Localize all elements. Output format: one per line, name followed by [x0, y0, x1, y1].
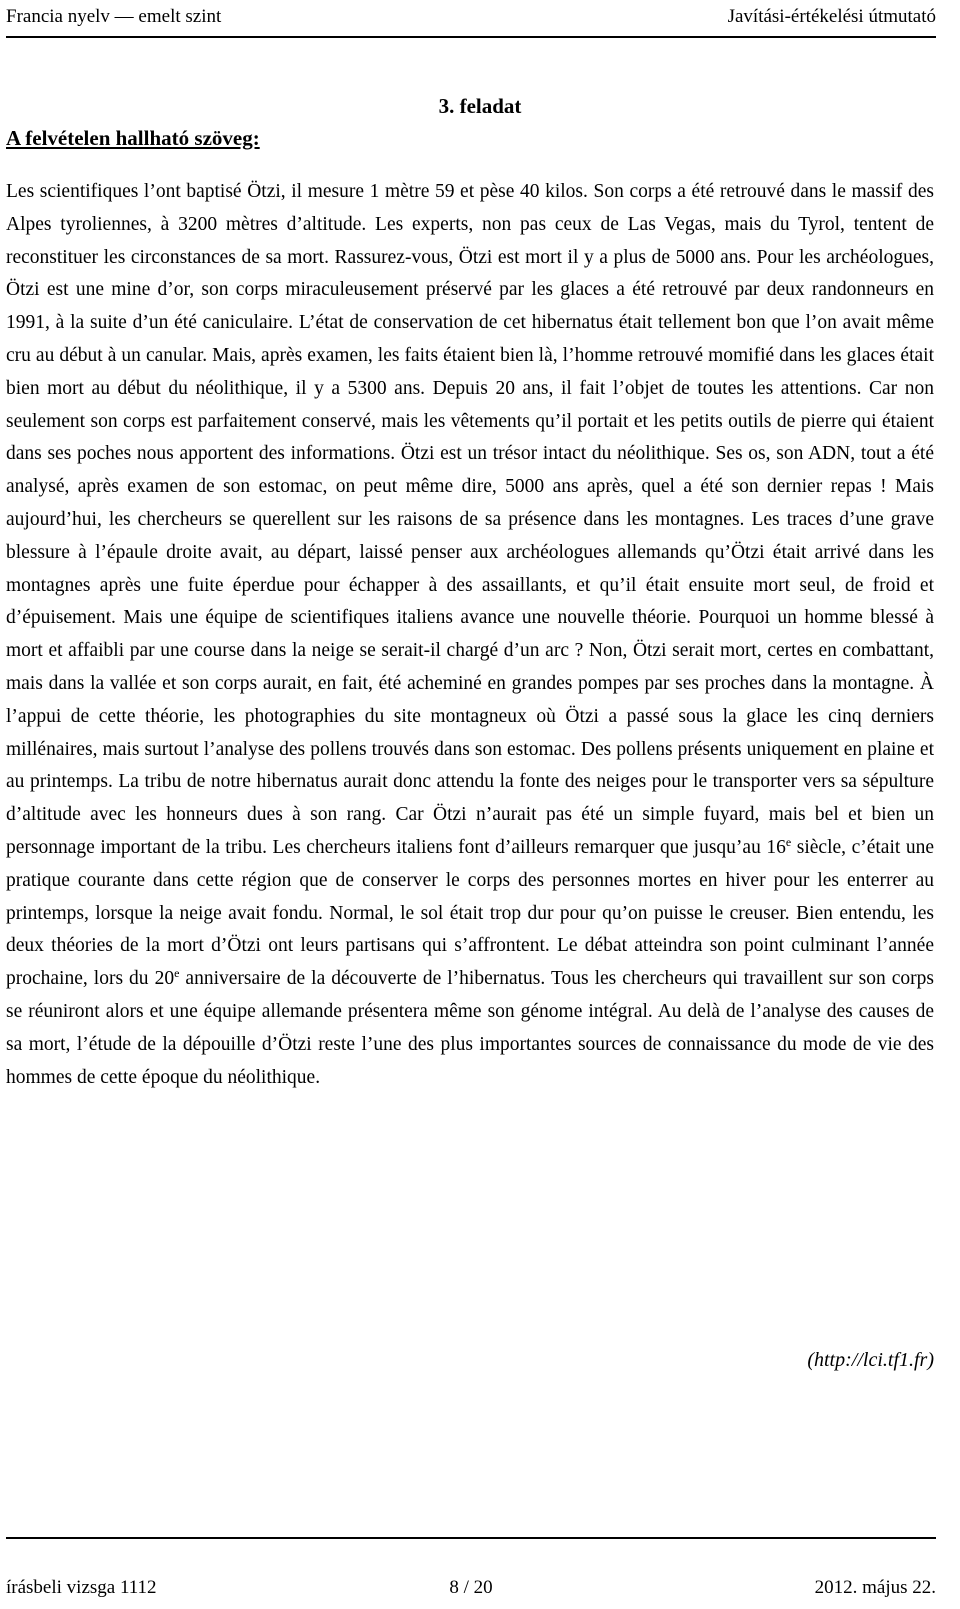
footer-divider	[6, 1537, 936, 1539]
source-citation: (http://lci.tf1.fr)	[807, 1349, 934, 1371]
transcript-body	[6, 176, 934, 1094]
footer-page-number: 8 / 20	[449, 1577, 493, 1598]
page-footer	[6, 1577, 936, 1603]
transcript-heading: A felvételen hallható szöveg:	[6, 126, 260, 150]
transcript-part-2: siècle, c’était une pratique courante dans cette région que de conserver le corps des personnes mortes en hiver pour les enterrer au printemps, lorsque la neige avait fondu. Normal, le sol était trop dur pour qu’on puisse le creuser. Bien entendu, les deux théories de la mort d’Ötzi ont leurs partisans qui s’affrontent. Le débat atteindra son point culminant l’année prochaine, lors du 20	[6, 836, 934, 990]
transcript-part-3: anniversaire de la découverte de l’hibernatus. Tous les chercheurs qui travaillent sur son corps se réuniront alors et une équipe allemande présentera même son génome intégral. Au delà de l’analyse des causes de sa mort, l’étude de la dépouille d’Ötzi reste l’une des plus importantes sources de connaissance du mode de vie des hommes de cette époque du néolithique.	[6, 968, 934, 1088]
header-subject: Francia nyelv — emelt szint	[6, 6, 222, 27]
page-header	[6, 0, 936, 34]
footer-date: 2012. május 22.	[814, 1577, 936, 1598]
header-doc-type: Javítási-értékelési útmutató	[727, 6, 936, 27]
superscript-2: e	[174, 966, 180, 981]
footer-exam-id: írásbeli vizsga 1112	[6, 1577, 157, 1598]
superscript-1: e	[785, 834, 792, 849]
transcript-part-1: Les scientifiques l’ont baptisé Ötzi, il mesure 1 mètre 59 et pèse 40 kilos. Son corps a été retrouvé dans le massif des Alpes tyroliennes, à 3200 mètres d’altitude. Les experts, non pas ceux de Las Vegas, mais du Tyrol, tentent de reconstituer les circonstances de sa mort. Rassurez-vous, Ötzi est mort il y a plus de 5000 ans. Pour les archéologues, Ötzi est une mine d’or, son corps miraculeusement préservé par les glaces a été retrouvé par deux randonneurs en 1991, à la suite d’un été caniculaire. L’état de conservation de cet hibernatus était tellement bon que l’on avait même cru au début à un canular. Mais, après examen, les faits étaient bien là, l’homme retrouvé momifié dans les glaces était bien mort au début du néolithique, il y a 5300 ans. Depuis 20 ans, il fait l’objet de toutes les attentions. Car non seulement son corps est parfaitement conservé, mais les vêtements qu’il portait et les petits outils de pierre qui étaient dans ses poches nous apportent des informations. Ötzi est un trésor intact du néolithique. Ses os, son ADN, tout a été analysé, après examen de son estomac, on peut même dire, 5000 ans après, quel a été son dernier repas ! Mais aujourd’hui, les chercheurs se querellent sur les raisons de sa présence dans les montagnes. Les traces d’une grave blessure à l’épaule droite avait, au départ, laissé penser aux archéologues allemands qu’Ötzi était arrivé dans les montagnes après une fuite éperdue pour échapper à des assaillants, et qu’il était ensuite mort seul, de froid et d’épuisement. Mais une équipe de scientifiques italiens avance une nouvelle théorie. Pourquoi un homme blessé à mort et affaibli par une course dans la neige se serait-il chargé d’un arc ? Non, Ötzi serait mort, certes en combattant, mais dans la vallée et son corps aurait, en fait, été acheminé en grandes pompes par ses proches dans la montagne. À l’appui de cette théorie, les photographies du site montagneux où Ötzi a passé sous la glace les cinq derniers millénaires, mais surtout l’analyse des pollens trouvés dans son estomac. Des pollens présents uniquement en plaine et au printemps. La tribu de notre hibernatus aurait donc attendu la fonte des neiges pour le transporter vers sa sépulture d’altitude avec les honneurs dues à son rang. Car Ötzi n’aurait pas été un simple fuyard, mais bel et bien un personnage important de la tribu. Les chercheurs italiens font d’ailleurs remarquer que jusqu’au 16	[6, 181, 934, 858]
task-title: 3. feladat	[438, 94, 522, 118]
header-divider	[6, 36, 936, 38]
